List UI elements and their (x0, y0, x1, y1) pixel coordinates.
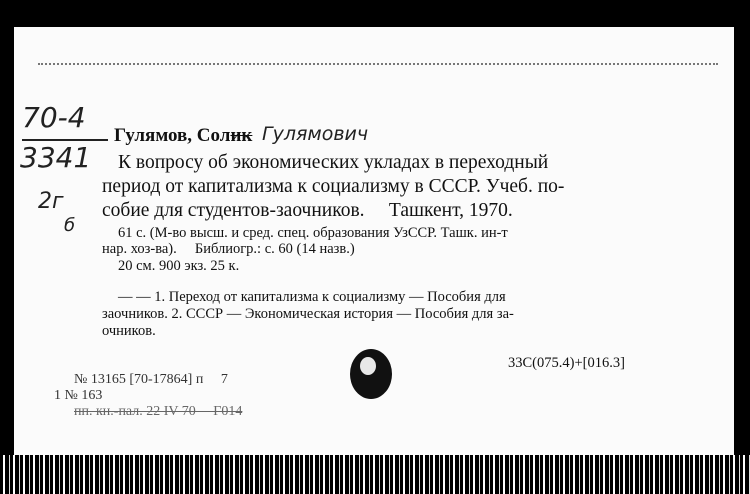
classification-code: 33С(075.4)+[016.3] (508, 355, 625, 371)
title-line-2: период от капитализма к социализму в СССР. Учеб. по- (102, 176, 565, 197)
card-number-line-3: пп. кн.-пал. 22 IV 70 Г014 (74, 404, 243, 419)
punch-hole (350, 349, 392, 399)
card-top-border (38, 63, 718, 67)
margin-mark-2: б (64, 215, 76, 236)
print-run-line: 20 см. 900 экз. 25 к. (118, 258, 240, 274)
margin-mark-1: 2г (38, 189, 64, 214)
scan-left-edge (0, 0, 14, 494)
title-line-1: К вопросу об экономических укладах в переходный (118, 152, 549, 173)
author-line (114, 125, 252, 147)
subject-line-3: очников. (102, 323, 156, 339)
collation-line-2: нар. хоз-ва). Библиогр.: с. 60 (14 назв.) (102, 241, 355, 257)
scan-bottom-strip (0, 455, 750, 494)
card-number-line-2: 1 № 163 (54, 388, 103, 403)
author-struck: ик (230, 125, 253, 146)
author-name: Гулямов, Сол (114, 125, 231, 146)
card-number-line-1: № 13165 [70-17864] п 7 (74, 372, 228, 387)
title-line-3: собие для студентов-заочников. Ташкент, 1970. (102, 200, 513, 221)
shelf-mark-top: 70-4 (22, 101, 86, 134)
subject-line-2: заочников. 2. СССР — Экономическая история — Пособия для за- (102, 306, 514, 322)
shelf-mark-bottom: 3341 (20, 141, 92, 174)
collation-line-1: 61 с. (М-во высш. и сред. спец. образования УзССР. Ташк. ин-т (118, 225, 508, 241)
patronymic-handwritten: Гулямович (262, 123, 369, 145)
punch-hole-highlight (360, 357, 376, 375)
catalog-card (14, 27, 734, 455)
subject-line-1: — — 1. Переход от капитализма к социализму — Пособия для (118, 289, 506, 305)
